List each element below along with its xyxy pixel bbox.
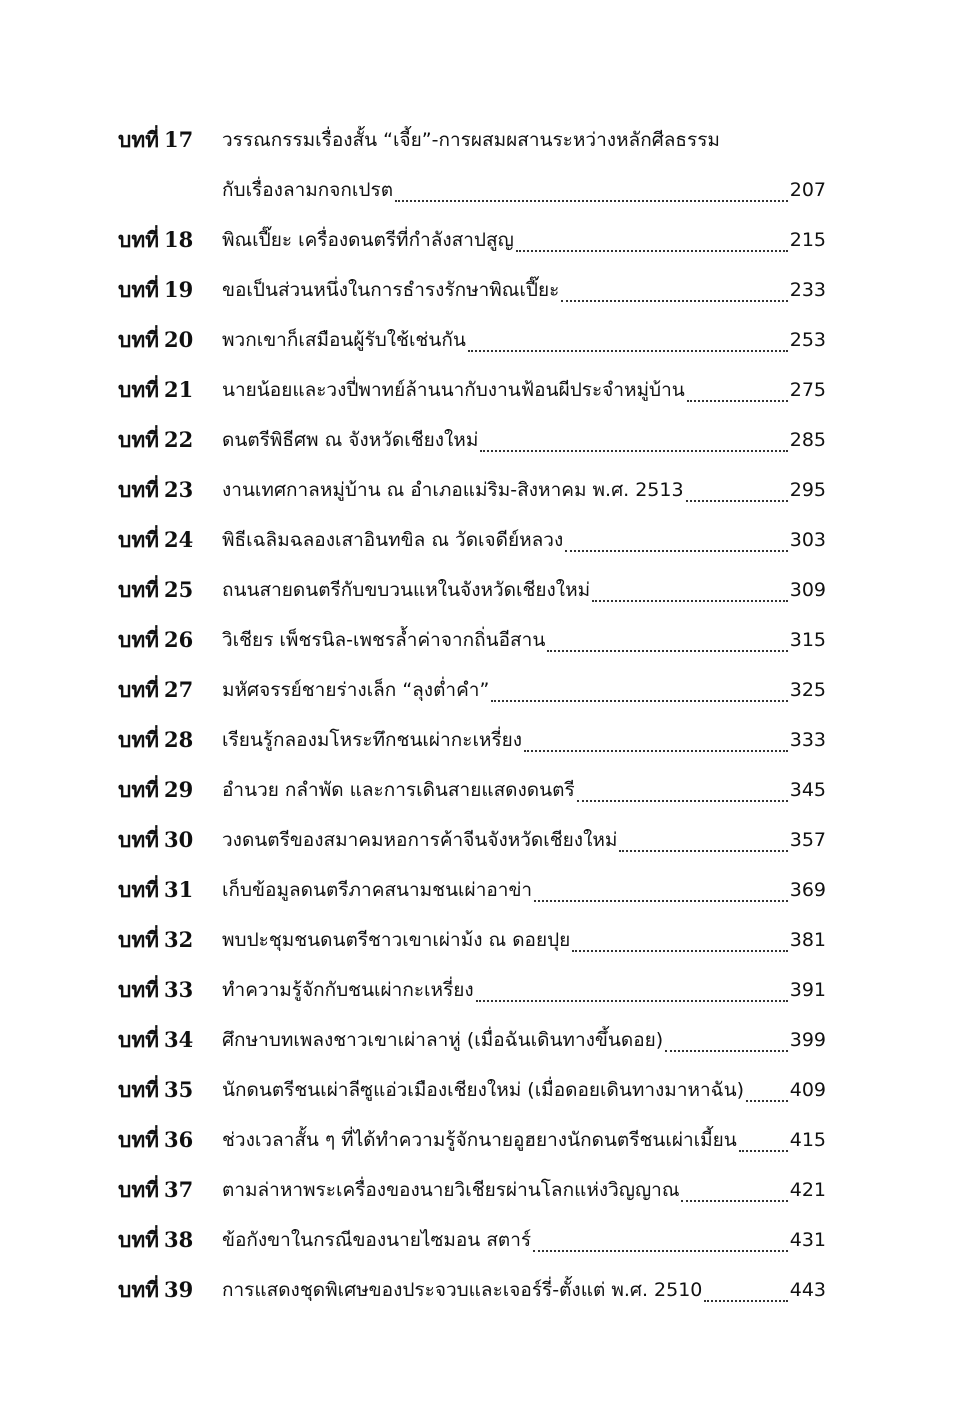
toc-entry — [118, 415, 826, 465]
chapter-label — [118, 765, 222, 815]
toc-entry — [118, 115, 826, 215]
page-number: 415 — [789, 1129, 826, 1151]
chapter-prefix: บทที่ — [118, 277, 160, 302]
page-number: 215 — [789, 229, 826, 251]
dot-leader — [572, 948, 787, 952]
chapter-number: 27 — [164, 677, 194, 702]
dot-leader — [516, 248, 788, 252]
chapter-title: พิณเปี๊ยะ เครื่องดนตรีที่กำลังสาปสูญ — [222, 229, 514, 251]
chapter-number: 22 — [164, 427, 194, 452]
page-number: 325 — [789, 679, 826, 701]
chapter-title: นักดนตรีชนเผ่าลีซูแอ่วเมืองเชียงใหม่ (เมื่อดอยเดินทางมาหาฉัน) — [222, 1079, 745, 1101]
toc-entry — [118, 1165, 826, 1215]
page-number: 409 — [789, 1079, 826, 1101]
page-number: 315 — [789, 629, 826, 651]
chapter-title: ศึกษาบทเพลงชาวเขาเผ่าลาหู่ (เมื่อฉันเดินทางขึ้นดอย) — [222, 1029, 664, 1051]
toc-entry — [118, 715, 826, 765]
dot-leader — [704, 1298, 787, 1302]
dot-leader — [468, 348, 788, 352]
page-number: 391 — [789, 979, 826, 1001]
page-number: 207 — [789, 179, 826, 201]
toc-entry — [118, 965, 826, 1015]
chapter-label — [118, 1015, 222, 1065]
page-number: 285 — [789, 429, 826, 451]
chapter-title: เรียนรู้กลองมโหระทึกชนเผ่ากะเหรี่ยง — [222, 729, 523, 751]
chapter-number: 31 — [164, 877, 194, 902]
chapter-prefix: บทที่ — [118, 677, 160, 702]
chapter-prefix: บทที่ — [118, 1277, 160, 1302]
toc-entry — [118, 365, 826, 415]
chapter-number: 25 — [164, 577, 194, 602]
chapter-prefix: บทที่ — [118, 227, 160, 252]
page-number: 275 — [789, 379, 826, 401]
page-number: 345 — [789, 779, 826, 801]
dot-leader — [687, 398, 788, 402]
chapter-number: 38 — [164, 1227, 194, 1252]
chapter-label — [118, 1165, 222, 1215]
chapter-title: วงดนตรีของสมาคมหอการค้าจีนจังหวัดเชียงใหม่ — [222, 829, 618, 851]
chapter-label — [118, 265, 222, 315]
dot-leader — [476, 998, 788, 1002]
page-number: 431 — [789, 1229, 826, 1251]
dot-leader — [547, 648, 787, 652]
chapter-prefix: บทที่ — [118, 527, 160, 552]
chapter-label — [118, 1215, 222, 1265]
chapter-prefix: บทที่ — [118, 1177, 160, 1202]
chapter-title: ช่วงเวลาสั้น ๆ ที่ได้ทำความรู้จักนายอูฮยางนักดนตรีชนเผ่าเมี้ยน — [222, 1129, 737, 1151]
chapter-label — [118, 915, 222, 965]
toc-entry — [118, 765, 826, 815]
chapter-label — [118, 215, 222, 265]
dot-leader — [619, 848, 787, 852]
toc-entry — [118, 915, 826, 965]
chapter-number: 24 — [164, 527, 194, 552]
page-number: 233 — [789, 279, 826, 301]
chapter-number: 33 — [164, 977, 194, 1002]
chapter-title: ถนนสายดนตรีกับขบวนแหในจังหวัดเชียงใหม่ — [222, 579, 591, 601]
chapter-label — [118, 1065, 222, 1115]
chapter-label — [118, 815, 222, 865]
page-number: 399 — [789, 1029, 826, 1051]
chapter-prefix: บทที่ — [118, 927, 160, 952]
dot-leader — [534, 898, 788, 902]
toc-entry — [118, 1065, 826, 1115]
chapter-label — [118, 1115, 222, 1165]
chapter-title: มหัศจรรย์ชายร่างเล็ก “ลุงต่ำคำ” — [222, 679, 490, 701]
dot-leader — [491, 698, 787, 702]
chapter-prefix: บทที่ — [118, 127, 160, 152]
chapter-title: พิธีเฉลิมฉลองเสาอินทขิล ณ วัดเจดีย์หลวง — [222, 529, 564, 551]
dot-leader — [592, 598, 788, 602]
chapter-label — [118, 665, 222, 715]
dot-leader — [533, 1248, 788, 1252]
chapter-prefix: บทที่ — [118, 1077, 160, 1102]
chapter-number: 36 — [164, 1127, 194, 1152]
toc-entry — [118, 215, 826, 265]
toc-entry — [118, 615, 826, 665]
toc-entry — [118, 865, 826, 915]
chapter-number: 34 — [164, 1027, 194, 1052]
chapter-label — [118, 515, 222, 565]
chapter-label — [118, 115, 222, 165]
toc-entry — [118, 515, 826, 565]
chapter-prefix: บทที่ — [118, 1127, 160, 1152]
dot-leader — [739, 1148, 788, 1152]
chapter-title: ขอเป็นส่วนหนึ่งในการธำรงรักษาพิณเปี๊ยะ — [222, 279, 560, 301]
chapter-number: 23 — [164, 477, 194, 502]
toc-entry — [118, 565, 826, 615]
page-number: 295 — [789, 479, 826, 501]
chapter-label — [118, 715, 222, 765]
toc-entry — [118, 1215, 826, 1265]
toc-entry — [118, 665, 826, 715]
toc-entry — [118, 1115, 826, 1165]
chapter-prefix: บทที่ — [118, 377, 160, 402]
page-number: 421 — [789, 1179, 826, 1201]
page-number: 309 — [789, 579, 826, 601]
chapter-title: งานเทศกาลหมู่บ้าน ณ อำเภอแม่ริม-สิงหาคม พ.ศ. 2513 — [222, 479, 684, 501]
toc-entry — [118, 1015, 826, 1065]
chapter-number: 30 — [164, 827, 194, 852]
chapter-label — [118, 865, 222, 915]
table-of-contents — [118, 115, 826, 1315]
dot-leader — [524, 748, 788, 752]
chapter-prefix: บทที่ — [118, 877, 160, 902]
chapter-number: 26 — [164, 627, 194, 652]
chapter-label — [118, 365, 222, 415]
chapter-title: ดนตรีพิธีศพ ณ จังหวัดเชียงใหม่ — [222, 429, 479, 451]
chapter-number: 19 — [164, 277, 194, 302]
page-number: 369 — [789, 879, 826, 901]
chapter-label — [118, 1265, 222, 1315]
chapter-number: 29 — [164, 777, 194, 802]
chapter-number: 39 — [164, 1277, 194, 1302]
chapter-prefix: บทที่ — [118, 1227, 160, 1252]
dot-leader — [395, 198, 788, 202]
toc-entry — [118, 465, 826, 515]
chapter-number: 20 — [164, 327, 194, 352]
chapter-title: นายน้อยและวงปี่พาทย์ล้านนากับงานฟ้อนผีประจำหมู่บ้าน — [222, 379, 685, 401]
page-number: 253 — [789, 329, 826, 351]
page-number: 333 — [789, 729, 826, 751]
chapter-prefix: บทที่ — [118, 727, 160, 752]
chapter-prefix: บทที่ — [118, 327, 160, 352]
chapter-prefix: บทที่ — [118, 977, 160, 1002]
chapter-title: การแสดงชุดพิเศษของประจวบและเจอร์รี่-ตั้งแต่ พ.ศ. 2510 — [222, 1279, 703, 1301]
chapter-title: อำนวย กลำพัด และการเดินสายแสดงดนตรี — [222, 779, 575, 801]
toc-entry — [118, 265, 826, 315]
chapter-title: พวกเขาก็เสมือนผู้รับใช้เช่นกัน — [222, 329, 466, 351]
chapter-prefix: บทที่ — [118, 1027, 160, 1052]
chapter-number: 35 — [164, 1077, 194, 1102]
dot-leader — [565, 548, 787, 552]
chapter-title: พบปะชุมชนดนตรีชาวเขาเผ่าม้ง ณ ดอยปุย — [222, 929, 571, 951]
chapter-title: ข้อกังขาในกรณีของนายไซมอน สตาร์ — [222, 1229, 532, 1251]
toc-entry — [118, 815, 826, 865]
chapter-title: วรรณกรรมเรื่องสั้น “เจี้ย”-การผสมผสานระหว่างหลักศีลธรรม — [222, 129, 720, 151]
chapter-number: 17 — [164, 127, 194, 152]
chapter-label — [118, 315, 222, 365]
page-number: 303 — [789, 529, 826, 551]
chapter-number: 37 — [164, 1177, 194, 1202]
chapter-title: ตามล่าหาพระเครื่องของนายวิเชียรผ่านโลกแห่งวิญญาณ — [222, 1179, 680, 1201]
dot-leader — [686, 498, 788, 502]
chapter-prefix: บทที่ — [118, 777, 160, 802]
page-number: 443 — [789, 1279, 826, 1301]
chapter-title: วิเชียร เพ็ชรนิล-เพชรล้ำค่าจากถิ่นอีสาน — [222, 629, 546, 651]
chapter-prefix: บทที่ — [118, 427, 160, 452]
chapter-prefix: บทที่ — [118, 577, 160, 602]
chapter-number: 28 — [164, 727, 194, 752]
chapter-number: 21 — [164, 377, 194, 402]
page-number: 381 — [789, 929, 826, 951]
chapter-prefix: บทที่ — [118, 827, 160, 852]
chapter-title: เก็บข้อมูลดนตรีภาคสนามชนเผ่าอาข่า — [222, 879, 533, 901]
chapter-number: 18 — [164, 227, 194, 252]
chapter-prefix: บทที่ — [118, 627, 160, 652]
chapter-prefix: บทที่ — [118, 477, 160, 502]
chapter-number: 32 — [164, 927, 194, 952]
toc-entry — [118, 1265, 826, 1315]
dot-leader — [577, 798, 788, 802]
toc-entry — [118, 315, 826, 365]
dot-leader — [665, 1048, 788, 1052]
page-number: 357 — [789, 829, 826, 851]
chapter-title: ทำความรู้จักกับชนเผ่ากะเหรี่ยง — [222, 979, 474, 1001]
dot-leader — [480, 448, 787, 452]
chapter-label — [118, 465, 222, 515]
chapter-label — [118, 965, 222, 1015]
dot-leader — [561, 298, 787, 302]
dot-leader — [746, 1098, 788, 1102]
chapter-label — [118, 415, 222, 465]
dot-leader — [681, 1198, 787, 1202]
chapter-title: กับเรื่องลามกจกเปรต — [222, 179, 394, 201]
chapter-label — [118, 615, 222, 665]
chapter-label — [118, 565, 222, 615]
